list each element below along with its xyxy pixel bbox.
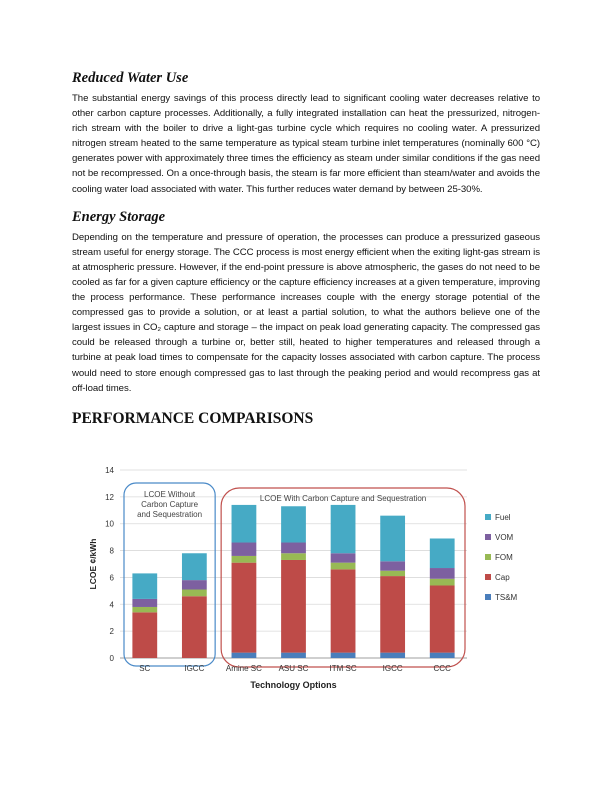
paragraph-energy-storage: Depending on the temperature and pressure of operation, the processes can produce a pressurized gaseous stream useful for energy storage. The CCC process is most energy efficient when the exiting light-gas stream is at atmospheric pressure. However, if the end-point pressure is above atmospheric, the gases do not need to be cooled as far for a given capture efficiency or the capture efficiency increases at a given temperature, improving the process performance. These performance increases couple with the energy storage potential of the compressed gas to provide a solution, or at least a partial solution, to what the authors believe one of the largest issues in CO₂ capture and storage – the impact on peak load generating capacity. The compressed gas could be released through a turbine or, better still, heated to higher temperatures and released through a turbine at peak load times to compensate for the capacity losses associated with carbon capture. The process would need to store enough compressed gas to last through the peaking period and would recompress gas at off-load times. [72,231,540,394]
bar-segment-cap-asu-sc [281,560,306,653]
y-axis-label: LCOE ¢/kWh [88,538,98,590]
legend-label-fuel: Fuel [495,513,511,522]
x-tick-label: SC [139,664,151,673]
bar-segment-fom-amine-sc [232,556,257,563]
legend-swatch-fom [485,554,491,560]
legend-swatch-tsm [485,594,491,600]
y-tick-label: 10 [105,519,114,529]
section-heading-reduced-water-use: Reduced Water Use [72,70,189,86]
legend-label-cap: Cap [495,573,510,582]
bar-segment-fom-sc [132,607,157,612]
x-tick-label: IGCC [382,664,403,673]
bar-segment-fom-igcc [380,571,405,576]
y-tick-label: 12 [105,492,114,502]
bar-segment-cap-sc [132,612,157,658]
y-tick-label: 2 [109,627,114,637]
bar-segment-fom-igcc [182,590,207,597]
bar-segment-tsm-itm-sc [331,653,356,658]
x-tick-label: Amine SC [225,664,262,673]
annotation-without-ccs: LCOE Without Carbon Capture and Sequestration [137,490,203,519]
x-tick-label: IGCC [184,664,205,673]
legend-swatch-cap [485,574,491,580]
bar-segment-vom-igcc [182,580,207,589]
bar-segment-cap-igcc [380,576,405,653]
bar-segment-vom-asu-sc [281,543,306,554]
bar-segment-tsm-asu-sc [281,653,306,658]
legend-label-tsm: TS&M [495,593,518,602]
bar-segment-vom-igcc [380,561,405,570]
y-tick-label: 14 [105,466,114,475]
bar-segment-fuel-amine-sc [232,505,257,543]
annotation-with-ccs: LCOE With Carbon Capture and Sequestration [259,494,427,503]
bar-segment-vom-itm-sc [331,553,356,562]
bar-segment-vom-ccc [430,568,455,579]
bar-segment-fuel-igcc [182,553,207,580]
bar-segment-cap-igcc [182,596,207,658]
bar-segment-fom-asu-sc [281,553,306,560]
bar-segment-fuel-sc [132,573,157,599]
x-tick-label: ASU SC [278,664,309,673]
legend-label-vom: VOM [495,533,514,542]
section-heading-energy-storage: Energy Storage [72,208,166,225]
lcoe-stacked-bar-chart [84,458,544,708]
y-tick-label: 4 [109,600,114,610]
bar-segment-cap-ccc [430,585,455,652]
bar-segment-fom-ccc [430,579,455,586]
bar-segment-cap-amine-sc [232,563,257,653]
bar-segment-fuel-asu-sc [281,506,306,542]
bar-segment-fom-itm-sc [331,563,356,570]
bar-segment-vom-amine-sc [232,543,257,556]
bar-segment-vom-sc [132,599,157,607]
bar-segment-tsm-amine-sc [232,653,257,658]
legend-label-fom: FOM [495,553,513,562]
bar-segment-tsm-igcc [380,653,405,658]
document-page [72,70,540,428]
x-tick-label: CCC [433,664,451,673]
bar-segment-cap-itm-sc [331,569,356,652]
section-title-performance-comparisons: PERFORMANCE COMPARISONS [72,409,314,427]
bar-segment-tsm-ccc [430,653,455,658]
paragraph-reduced-water-use: The substantial energy savings of this process directly lead to significant cooling water decreases relative to other carbon capture processes. Additionally, a fully integrated installation can heat the pressurized, nitrogen-rich stream with the boiler to drive a light-gas turbine cycle which requires no cooling water. A pressurized nitrogen stream heated to the same temperature as typical steam turbine inlet temperatures (nominally 600 °C) generates power with approximately three times the efficiency as steam under similar conditions if the gas need not be recompressed. On a once-through basis, the steam is far more efficient than steam/water and avoids the cooling water load associated with water. This further reduces water demand by between 25-30%. [72,93,540,195]
x-axis-label: Technology Options [250,680,337,690]
bar-segment-fuel-igcc [380,516,405,562]
y-tick-label: 8 [109,546,114,556]
bar-segment-fuel-itm-sc [331,505,356,553]
y-tick-label: 6 [109,573,114,583]
legend-swatch-vom [485,534,491,540]
legend-swatch-fuel [485,514,491,520]
y-tick-label: 0 [109,654,114,663]
bar-segment-fuel-ccc [430,538,455,568]
x-tick-label: ITM SC [329,664,357,673]
